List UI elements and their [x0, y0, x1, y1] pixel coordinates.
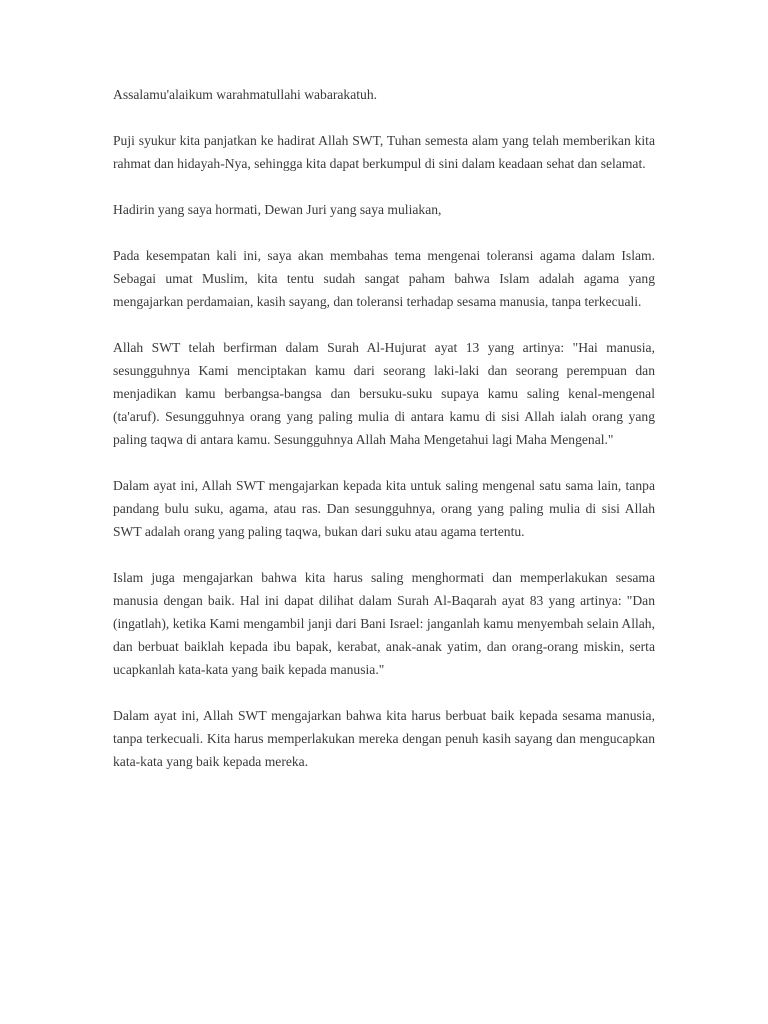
- paragraph-explanation-1: Dalam ayat ini, Allah SWT mengajarkan kepada kita untuk saling mengenal satu sama lain, tanpa pandang bulu suku, agama, atau ras. Dan sesungguhnya, orang yang paling mulia di sisi Allah SWT adalah orang yang paling taqwa, bukan dari suku atau agama tertentu.: [113, 478, 655, 539]
- paragraph-topic: Pada kesempatan kali ini, saya akan membahas tema mengenai toleransi agama dalam Islam. Sebagai umat Muslim, kita tentu sudah sangat paham bahwa Islam adalah agama yang mengajarkan perdamaian, kasih sayang, dan toleransi terhadap sesama manusia, tanpa terkecuali.: [113, 248, 655, 309]
- paragraph-al-hujurat: Allah SWT telah berfirman dalam Surah Al-Hujurat ayat 13 yang artinya: "Hai manusia, sesungguhnya Kami menciptakan kamu dari seorang laki-laki dan seorang perempuan dan menjadikan kamu berbangsa-bangsa dan bersuku-suku supaya kamu saling kenal-mengenal (ta'aruf). Sesungguhnya orang yang paling mulia di antara kamu di sisi Allah ialah orang yang paling taqwa di antara kamu. Sesungguhnya Allah Maha Mengetahui lagi Maha Mengenal.": [113, 340, 655, 447]
- paragraph-greeting: Assalamu'alaikum warahmatullahi wabarakatuh.: [113, 87, 378, 102]
- paragraph-explanation-2: Dalam ayat ini, Allah SWT mengajarkan bahwa kita harus berbuat baik kepada sesama manusia, tanpa terkecuali. Kita harus memperlakukan mereka dengan penuh kasih sayang dan mengucapkan kata-kata yang baik kepada mereka.: [113, 708, 655, 769]
- paragraph-al-baqarah: Islam juga mengajarkan bahwa kita harus saling menghormati dan memperlakukan sesama manusia dengan baik. Hal ini dapat dilihat dalam Surah Al-Baqarah ayat 83 yang artinya: "Dan (ingatlah), ketika Kami mengambil janji dari Bani Israel: janganlah kamu menyembah selain Allah, dan berbuat baiklah kepada ibu bapak, kerabat, anak-anak yatim, dan orang-orang miskin, serta ucapkanlah kata-kata yang baik kepada manusia.": [113, 570, 655, 677]
- paragraph-gratitude: Puji syukur kita panjatkan ke hadirat Allah SWT, Tuhan semesta alam yang telah memberikan kita rahmat dan hidayah-Nya, sehingga kita dapat berkumpul di sini dalam keadaan sehat dan selamat.: [113, 133, 655, 171]
- document-page: [113, 83, 655, 796]
- paragraph-address: Hadirin yang saya hormati, Dewan Juri yang saya muliakan,: [113, 202, 442, 217]
